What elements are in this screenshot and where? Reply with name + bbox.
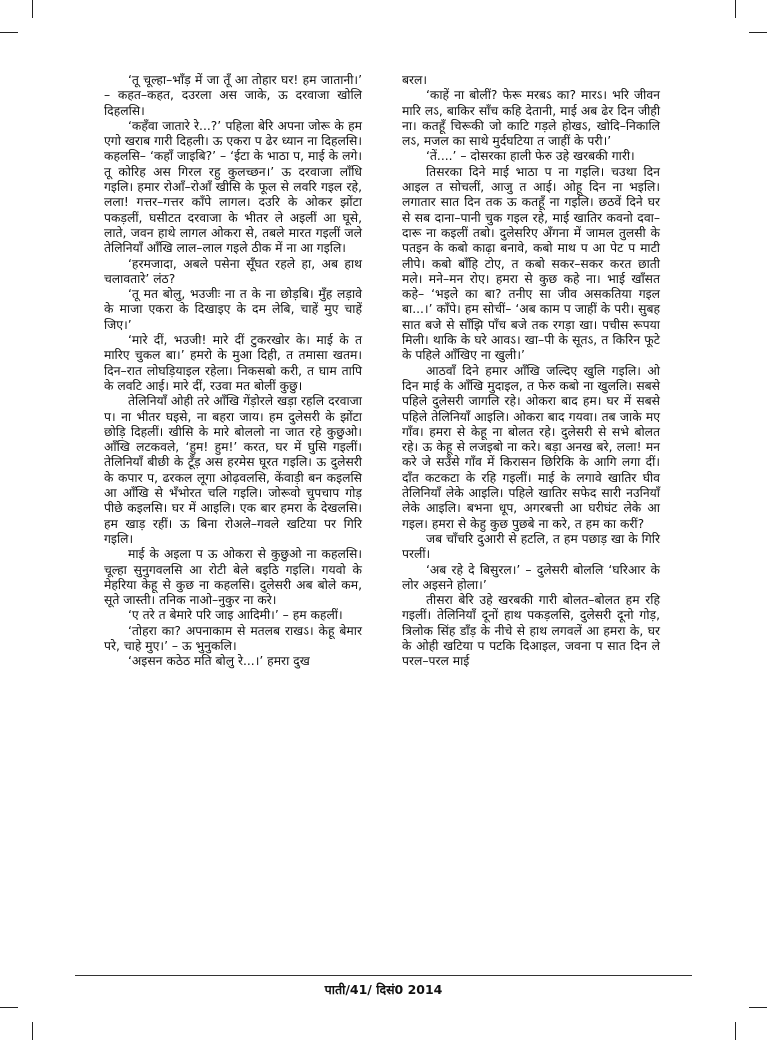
- crop-mark: [749, 1007, 767, 1008]
- crop-mark: [0, 32, 18, 33]
- crop-mark: [32, 1022, 33, 1040]
- paragraph: ‘तू चूल्हा–भाँड़ में जा तूँ आ तोहार घर! हम जातानी।’ – कहत–कहत, दउरला अस जाके, ऊ दरवाजा खोलि दिहलसि।: [104, 73, 362, 118]
- paragraph: ‘अब रहे दे बिसुरल।’ – दुलेसरी बोललि ‘घरिआर के लोर अइसने होला।’: [402, 562, 660, 592]
- paragraph: बरल।: [402, 73, 428, 87]
- crop-mark: [0, 1007, 18, 1008]
- crop-mark: [735, 0, 736, 18]
- crop-mark: [735, 1022, 736, 1040]
- right-column: [402, 73, 660, 670]
- paragraph: ‘तू मत बोलु, भउजीः ना त के ना छोड़बि। मुँह लड़ावे के माजा एकरा के दिखाइए के दम लेबि, चाहें मुए चाहें जिए।’: [104, 287, 362, 332]
- paragraph: तिसरका दिने माई भाठा प ना गइलि। चउथा दिन आइल त सोचलीं, आजु त आई। ओहू दिन ना भइलि। लगातार सात दिन तक ऊ कतहूँ ना गइलि। छठवें दिने घर से सब दाना–पानी चुक गइल रहे, माई खातिर कवनो दवा–दारू ना कइलीं तबो। दुलेसरिए अँगना में जामल तुलसी के पतइन के कबो काढ़ा बनावे, कबो माथ प आ पेट प माटी लीपे। कबो बाँहि टोए, त कबो सकर–सकर करत छाती मले। मने–मन रोए। हमरा से कुछ कहे ना। भाई खाँसत कहे– ‘भइले का बा? तनीए सा जीव असकतिया गइल बा...।’ काँपे। हम सोचीं– ‘अब काम प जाहीं के परी। सुबह सात बजे से साँझि पाँच बजे तक रगड़ा खा। पचीस रूपया मिली। थाकि के घरे आवऽ। खा–पी के सूतऽ, त किरिन फूटे के पहिले आँखिए ना खुली।’: [402, 164, 660, 363]
- crop-mark: [32, 0, 33, 18]
- paragraph: ‘अइसन कठेठ मति बोलु रे...।’ हमरा दुख: [128, 654, 310, 669]
- crop-mark: [749, 32, 767, 33]
- paragraph: ‘मारे दीं, भउजी! मारे दीं टुकरखोर के। माई के त मारिए चुकल बा।’ हमरो के मुआ दिही, त तमासा खतम। दिन–रात लोघड़ियाइल रहेला। निकसबो करी, त घाम तापि के लवटि आई। मारे दीं, रउवा मत बोलीं कुछु।: [104, 333, 362, 393]
- footer-rule: [75, 975, 692, 976]
- paragraph: ‘ए तरे त बेमारे परि जाइ आदिमी।’ – हम कहलीं।: [128, 608, 343, 623]
- paragraph: तेलिनियाँ ओही तरे आँखि गेंड़ोरले खड़ा रहलि दरवाजा प। ना भीतर घइसे, ना बहरा जाय। हम दुलेसरी के झोंटा छोड़ि दिहलीं। खीसि के मारे बोललो ना जात रहे कुछुओ। आँखि लटकवले, ‘हुम! हुम!’ करत, घर में घुसि गइलीं। तेलिनियाँ बीछी के टूँड़ अस हरमेस घूरत गइलि। ऊ दुलेसरी के कपार प, ढरकल लूगा ओढ़वलसि, केंवाड़ी बन कइलसि आ आँखि से भँभोरत चलि गइलि। जोरूवो चुपचाप गोड़ पीछे कइलसि। घर में आइलि। एक बार हमरा के देखलसि। हम खाड़ रहीं। ऊ बिना रोअले–गवले खटिया पर गिरि गइलि।: [104, 394, 362, 546]
- paragraph: ‘हरमजादा, अबले पसेना सूँघत रहले हा, अब हाथ चलावतारे’ लंठ?: [104, 256, 362, 286]
- left-column: [104, 73, 362, 670]
- paragraph: माई के अइला प ऊ ओकरा से कुछुओ ना कहलसि। चूल्हा सुनुगवलसि आ रोटी बेले बइठि गइलि। गयवो के मेहरिया केहू से कुछ ना कहलसि। दुलेसरी अब बोले कम, सूते जास्ती। तनिक नाओ–नुकुर ना करे।: [104, 547, 362, 608]
- paragraph: ‘काहें ना बोलीं? फेरू मरबऽ का? मारऽ। भरि जीवन मारि लऽ, बाकिर साँच कहि देतानी, माई अब ढेर दिन जीही ना। कतहूँ चिरूकी जो काटि गड़ले होखऽ, खोदि–निकालि लऽ, मजल का साथे मुर्दघटिया त जाहीं के परी।’: [402, 88, 660, 149]
- paragraph: तीसरा बेरि उहे खरबकी गारी बोलत–बोलत हम रहि गइलीं। तेलिनियाँ दूनों हाथ पकड़लसि, दुलेसरी दूनो गोड़, त्रिलोक सिंह डाँड़ के नीचे से हाथ लगवलें आ हमरा के, घर के ओही खटिया प पटकि दिआइल, जवना प सात दिन ले परल–परल माई: [402, 593, 660, 669]
- paragraph: ‘तें....’ – दोसरका हाली फेरु उहे खरबकी गारी।: [426, 149, 635, 164]
- paragraph: आठवाँ दिने हमार आँखि जल्दिए खुलि गइलि। ओ दिन माई के आँखि मुदाइल, त फेरु कबो ना खुललि। सबसे पहिले दुलेसरी जागलि रहे। ओकरा बाद हम। घर में सबसे पहिले तेलिनियाँ आइलि। ओकरा बाद गयवा। तब जाके मए गाँव। हमरा से केहू ना बोलत रहे। दुलेसरी से सभे बोलत रहे। ऊ केहू से लजइबो ना करे। बड़ा अनख बरे, लला! मन करे जे सउँसे गाँव में किरासन छिरिकि के आगि लगा दीं। दाँत कटकटा के रहि गइलीं। माई के लगावे खातिर घीव तेलिनियाँ लेके आइलि। पहिले खातिर सफेद सारी नउनियाँ लेके आइलि। बभना धूप, अगरबत्ती आ घरीघंट लेके आ गइल। हमरा से केहु कुछ पुछबे ना करे, त हम का करीं?: [402, 363, 660, 531]
- paragraph: ‘कहँवा जातारे रे...?’ पहिला बेरि अपना जोरू के हम एगो खराब गारी दिहली। ऊ एकरा प ढेर ध्यान ना दिहलसि। कहलसि– ‘कहाँ जाइबि?’ – ‘ईटा के भाठा प, माई के लगे। तू कोरिह अस गिरल रहु कुलच्छन।’ ऊ दरवाजा लाँधि गइलि। हमार रोआँ–रोआँ खीसि के फूल से लवरि गइल रहे, लला! गत्तर–गत्तर काँपे लागल। दउरि के ओकर झोंटा पकड़लीं, घसीटत दरवाजा के भीतर ले अइलीं आ घूसे, लाते, जवन हाथे लागल ओकरा से, तबले मारत गइलीं जले तेलिनियाँ आँखि लाल–लाल गइले ठीक में ना आ गइलि।: [104, 118, 362, 256]
- paragraph: जब चाँचरि दुआरी से हटलि, त हम पछाड़ खा के गिरि परलीं।: [402, 531, 660, 562]
- paragraph: ‘तोहरा का? अपनाकाम से मतलब राखऽ। केहू बेमार परे, चाहे मुए।’ – ऊ भुनुकलि।: [104, 623, 362, 653]
- page-footer: पाती/41/ दिसं0 2014: [324, 982, 443, 997]
